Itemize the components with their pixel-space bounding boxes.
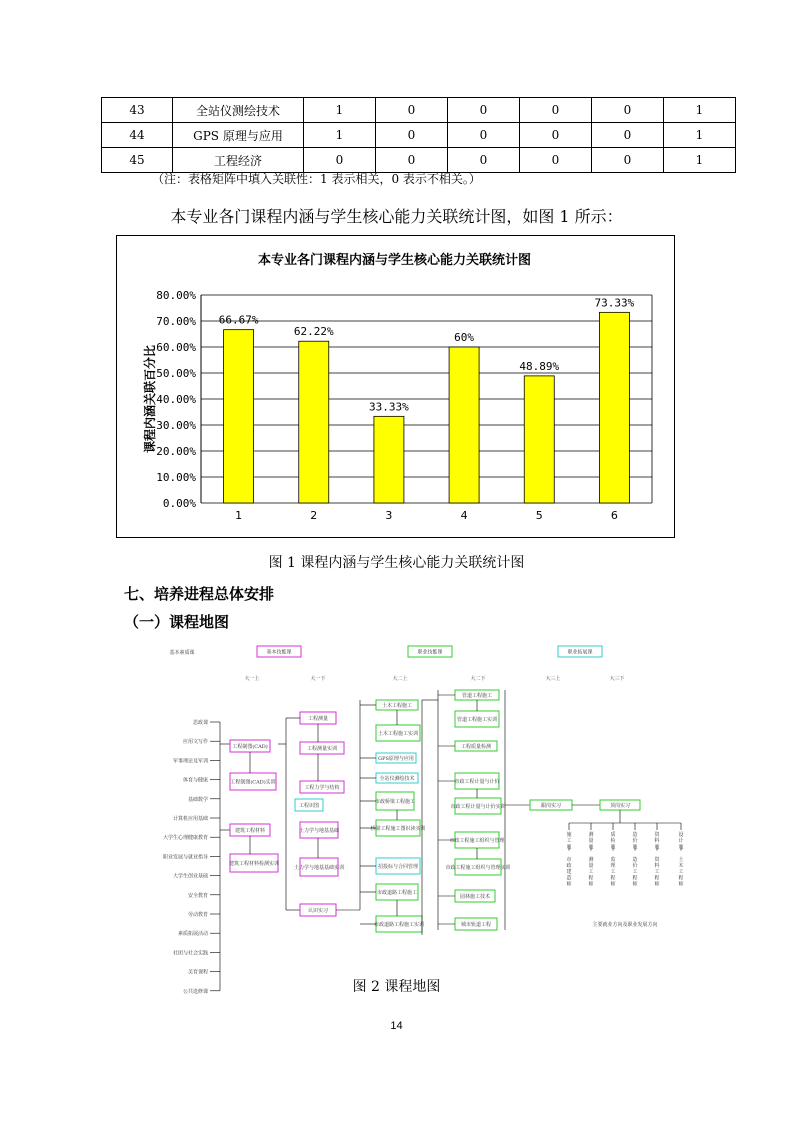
course-name: 全站仪测绘技术 xyxy=(173,98,304,123)
career-char: 测 xyxy=(588,832,594,838)
bar xyxy=(524,376,554,503)
basic-course: 安全教育 xyxy=(187,892,208,899)
career-char: 程 xyxy=(678,875,684,882)
cell: 0 xyxy=(304,148,376,173)
career-char: 料 xyxy=(654,863,660,869)
x-tick-label: 3 xyxy=(385,509,393,522)
data-label: 60% xyxy=(454,331,475,344)
data-label: 62.22% xyxy=(293,325,334,339)
y-tick-label: 40.00% xyxy=(156,393,196,406)
basic-course: 素质拓展活动 xyxy=(177,931,208,938)
year-header: 大三下 xyxy=(609,676,625,682)
cell: 0 xyxy=(448,98,520,123)
career-char: 资 xyxy=(654,832,660,838)
career-char: 师 xyxy=(632,881,638,888)
course-label: 顶岗实习 xyxy=(609,803,631,809)
cell: 1 xyxy=(664,123,736,148)
career-char: 质 xyxy=(610,832,616,838)
career-char: 工 xyxy=(588,869,594,876)
career-char: 造 xyxy=(632,832,638,838)
y-tick-label: 10.00% xyxy=(156,471,196,484)
career-char: 程 xyxy=(588,875,594,882)
cell: 1 xyxy=(664,98,736,123)
row-number: 45 xyxy=(102,148,173,173)
course-label: 园林施工技术 xyxy=(459,894,491,900)
basic-course: 大学生心理健康教育 xyxy=(162,835,208,842)
course-label: 管道工程施工 xyxy=(461,693,493,699)
data-label: 73.33% xyxy=(594,296,635,310)
course-label: 工程测量实训 xyxy=(306,746,338,752)
y-tick-label: 0.00% xyxy=(162,497,196,510)
basic-course: 思政课 xyxy=(192,720,208,726)
career-char: 工 xyxy=(566,838,572,845)
year-header: 大一上 xyxy=(244,676,260,682)
data-label: 66.67% xyxy=(218,313,259,327)
cell: 0 xyxy=(592,98,664,123)
basic-course: 军事理论及军训 xyxy=(172,758,208,765)
cell: 0 xyxy=(376,98,448,123)
y-axis-label: 课程内涵关联百分比 xyxy=(143,344,157,454)
data-label: 48.89% xyxy=(519,359,560,373)
figure-2-caption: 图 2 课程地图 xyxy=(352,979,441,995)
x-tick-label: 6 xyxy=(610,509,618,522)
table-row xyxy=(102,98,736,123)
basic-course: 劳动教育 xyxy=(187,912,208,918)
career-char: 程 xyxy=(654,875,660,882)
course-label: 市政道路工程施工实训 xyxy=(373,922,425,928)
course-label: 职业拓展课 xyxy=(567,649,593,656)
cell: 0 xyxy=(448,123,520,148)
career-char: 土 xyxy=(678,856,684,863)
career-char: 理 xyxy=(610,863,616,869)
cell: 0 xyxy=(448,148,520,173)
course-label: 管道工程施工实训 xyxy=(456,717,498,723)
subsection-title: （一）课程地图 xyxy=(124,613,230,631)
cell: 1 xyxy=(664,148,736,173)
course-label: 工程制图(CAD) xyxy=(232,744,268,750)
basic-course: 大学生创业基础 xyxy=(172,873,208,880)
basic-course: 基础数学 xyxy=(187,796,208,803)
data-label: 33.33% xyxy=(369,400,409,414)
course-relevance-table xyxy=(101,97,736,173)
career-char: 工 xyxy=(610,869,616,876)
page-number: 14 xyxy=(390,1020,403,1032)
basic-course: 应用文写作 xyxy=(182,739,208,746)
course-label: 工程识图 xyxy=(298,803,320,809)
course-label: 市政工程计量与计价实训 xyxy=(450,804,506,810)
course-label: 市政桥梁工程施工 xyxy=(374,799,416,805)
figure-1-caption: 图 1 课程内涵与学生核心能力关联统计图 xyxy=(268,555,525,571)
cell: 0 xyxy=(376,123,448,148)
cell: 0 xyxy=(520,123,592,148)
basic-course: 社团与社会实践 xyxy=(172,950,208,957)
table-row xyxy=(102,148,736,173)
career-char: 员 xyxy=(632,844,638,851)
career-char: 计 xyxy=(678,838,684,845)
career-char: 师 xyxy=(610,881,616,888)
career-char: 测 xyxy=(588,856,594,863)
basic-course: 职业发展与就业指导 xyxy=(162,854,208,861)
y-tick-label: 60.00% xyxy=(156,341,196,354)
basic-course: 公共选修课 xyxy=(182,988,208,995)
year-header: 大三上 xyxy=(545,676,561,682)
course-label: 桥梁工程施工图识读实训 xyxy=(370,826,426,832)
career-char: 工 xyxy=(678,869,684,876)
legend-basic: 基本素质课 xyxy=(169,650,195,656)
year-header: 大一下 xyxy=(310,676,326,682)
course-label: 土木工程施工实训 xyxy=(377,731,419,737)
course-label: 建筑工程材料检测实训 xyxy=(228,861,280,867)
cell: 1 xyxy=(304,123,376,148)
year-header: 大二下 xyxy=(470,676,486,682)
career-char: 师 xyxy=(588,881,594,888)
x-tick-label: 1 xyxy=(235,509,243,522)
career-footer: 主要就业方向及职业发展方向 xyxy=(592,922,658,928)
y-tick-label: 30.00% xyxy=(156,419,196,432)
career-char: 员 xyxy=(566,844,572,851)
bar xyxy=(599,312,629,503)
career-char: 工 xyxy=(632,869,638,876)
course-label: 招投标与合同管理 xyxy=(377,864,419,870)
course-label: GPS原理与应用 xyxy=(378,756,414,762)
career-char: 造 xyxy=(632,856,638,863)
course-label: 城市轨道工程 xyxy=(460,922,492,928)
career-char: 施 xyxy=(566,832,572,838)
bar-chart xyxy=(116,235,673,536)
y-tick-label: 20.00% xyxy=(156,445,196,458)
table-row xyxy=(102,123,736,148)
course-label: 全站仪测绘技术 xyxy=(379,776,415,782)
y-tick-label: 50.00% xyxy=(156,367,196,380)
course-label: 认识实习 xyxy=(307,908,329,914)
basic-course: 体育与健康 xyxy=(182,777,208,784)
career-char: 造 xyxy=(566,875,572,882)
row-number: 43 xyxy=(102,98,173,123)
cell: 0 xyxy=(520,148,592,173)
course-label: 工程测量 xyxy=(307,716,329,722)
basic-course: 计算机应用基础 xyxy=(172,816,208,822)
table-note: （注：表格矩阵中填入关联性：1 表示相关，0 表示不相关。） xyxy=(152,172,481,186)
career-char: 政 xyxy=(566,863,572,869)
career-char: 价 xyxy=(632,838,638,845)
x-tick-label: 5 xyxy=(535,509,543,522)
course-label: 基本技能课 xyxy=(266,649,292,656)
cell: 0 xyxy=(592,148,664,173)
career-char: 员 xyxy=(678,844,684,851)
course-label: 市政工程施工组织与管理实训 xyxy=(445,865,511,871)
cell: 0 xyxy=(376,148,448,173)
y-tick-label: 80.00% xyxy=(156,289,196,302)
cell: 1 xyxy=(304,98,376,123)
bar xyxy=(449,347,479,503)
course-label: 职业技能课 xyxy=(417,649,443,656)
career-char: 设 xyxy=(678,832,684,838)
course-label: 市政道路工程施工 xyxy=(376,890,418,896)
x-tick-label: 4 xyxy=(460,509,468,522)
career-char: 员 xyxy=(654,844,660,851)
career-char: 师 xyxy=(566,881,572,888)
y-tick-label: 70.00% xyxy=(156,315,196,328)
course-label: 市政工程施工组织与管理 xyxy=(449,838,505,844)
course-label: 工程制图(CAD)实训 xyxy=(230,779,276,786)
cell: 0 xyxy=(520,98,592,123)
career-char: 资 xyxy=(654,856,660,863)
cell: 0 xyxy=(592,123,664,148)
career-char: 市 xyxy=(566,856,572,863)
course-label: 土力学与地基基础 xyxy=(298,828,340,834)
intro-paragraph: 本专业各门课程内涵与学生核心能力关联统计图，如图 1 所示： xyxy=(170,207,623,226)
career-char: 量 xyxy=(588,838,594,845)
chart-title: 本专业各门课程内涵与学生核心能力关联统计图 xyxy=(257,253,531,268)
bar xyxy=(299,341,329,503)
career-char: 员 xyxy=(610,844,616,851)
x-tick-label: 2 xyxy=(310,509,318,522)
career-char: 价 xyxy=(632,863,638,869)
career-char: 料 xyxy=(654,838,660,845)
career-char: 工 xyxy=(654,869,660,876)
course-name: 工程经济 xyxy=(173,148,304,173)
year-header: 大二上 xyxy=(392,676,408,682)
course-label: 工程力学与结构 xyxy=(304,785,340,791)
career-char: 师 xyxy=(654,881,660,888)
career-char: 木 xyxy=(678,863,684,869)
section-title: 七、培养进程总体安排 xyxy=(124,585,275,603)
career-char: 监 xyxy=(610,856,616,863)
career-char: 建 xyxy=(566,869,572,876)
course-label: 工程质量检测 xyxy=(460,744,492,750)
course-label: 市政工程计量与计价 xyxy=(454,779,500,785)
bar xyxy=(224,330,254,503)
course-label: 土力学与地基基础实训 xyxy=(293,865,345,871)
career-char: 员 xyxy=(588,844,594,851)
career-char: 师 xyxy=(678,881,684,888)
course-label: 跟岗实习 xyxy=(540,803,562,809)
basic-course: 美育课程 xyxy=(187,969,208,976)
career-char: 程 xyxy=(632,875,638,882)
career-char: 程 xyxy=(610,875,616,882)
course-label: 土木工程施工 xyxy=(381,703,413,709)
course-name: GPS 原理与应用 xyxy=(173,123,304,148)
career-char: 量 xyxy=(588,863,594,869)
career-char: 检 xyxy=(610,838,616,845)
row-number: 44 xyxy=(102,123,173,148)
bar xyxy=(374,416,404,503)
course-label: 建筑工程材料 xyxy=(234,828,266,834)
